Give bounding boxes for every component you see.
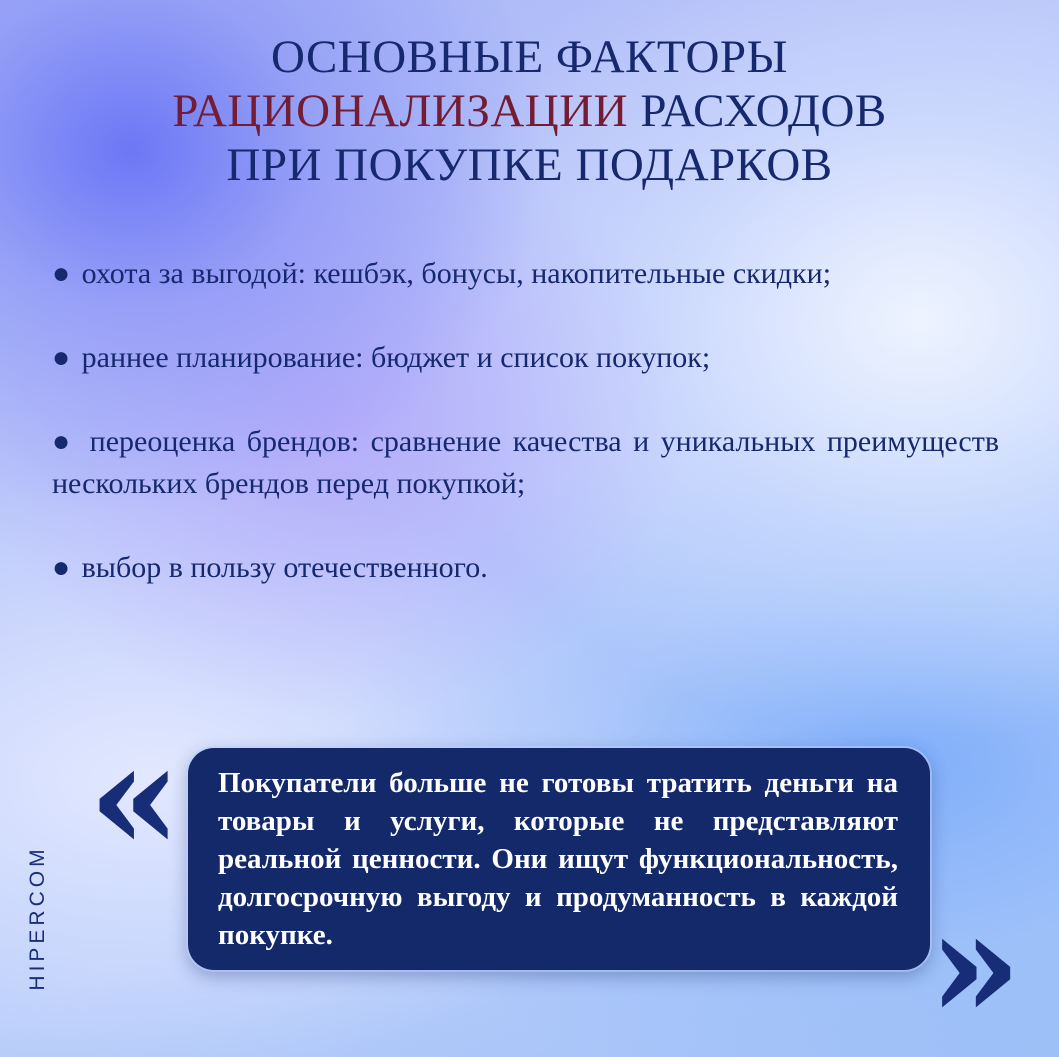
list-item-text: раннее планирование: бюджет и список покупок;: [81, 341, 711, 374]
quote-open-icon: «: [88, 709, 182, 885]
quote-box: [188, 748, 930, 970]
bullet-icon: ●: [52, 257, 71, 290]
factor-list: [52, 253, 999, 631]
title-line-1: ОСНОВНЫЕ ФАКТОРЫ: [270, 31, 789, 83]
list-item: [52, 337, 999, 379]
list-item-text: переоценка брендов: сравнение качества и уникальных преимуществ нескольких брендов перед покупкой;: [52, 425, 1000, 500]
quote-text: Покупатели больше не готовы тратить деньги на товары и услуги, которые не представляют реальной ценности. Они ищут функциональность, долгосрочную выгоду и продуманность в каждой покупке.: [218, 767, 898, 951]
brand-logo: HIPERCOM: [26, 845, 49, 991]
quote-close-icon: »: [928, 877, 1022, 1053]
list-item-text: выбор в пользу отечественного.: [81, 551, 488, 584]
list-item: [52, 547, 999, 589]
list-item: [52, 253, 999, 295]
page-title: [0, 30, 1059, 192]
bullet-icon: ●: [52, 551, 71, 584]
bullet-icon: ●: [52, 425, 75, 458]
title-accent-word: РАЦИОНАЛИЗАЦИИ: [172, 85, 629, 137]
list-item-text: охота за выгодой: кешбэк, бонусы, накопительные скидки;: [81, 257, 832, 290]
title-line-2-rest: РАСХОДОВ: [640, 85, 887, 137]
list-item: [52, 421, 999, 505]
bullet-icon: ●: [52, 341, 71, 374]
title-line-3: ПРИ ПОКУПКЕ ПОДАРКОВ: [226, 139, 833, 191]
